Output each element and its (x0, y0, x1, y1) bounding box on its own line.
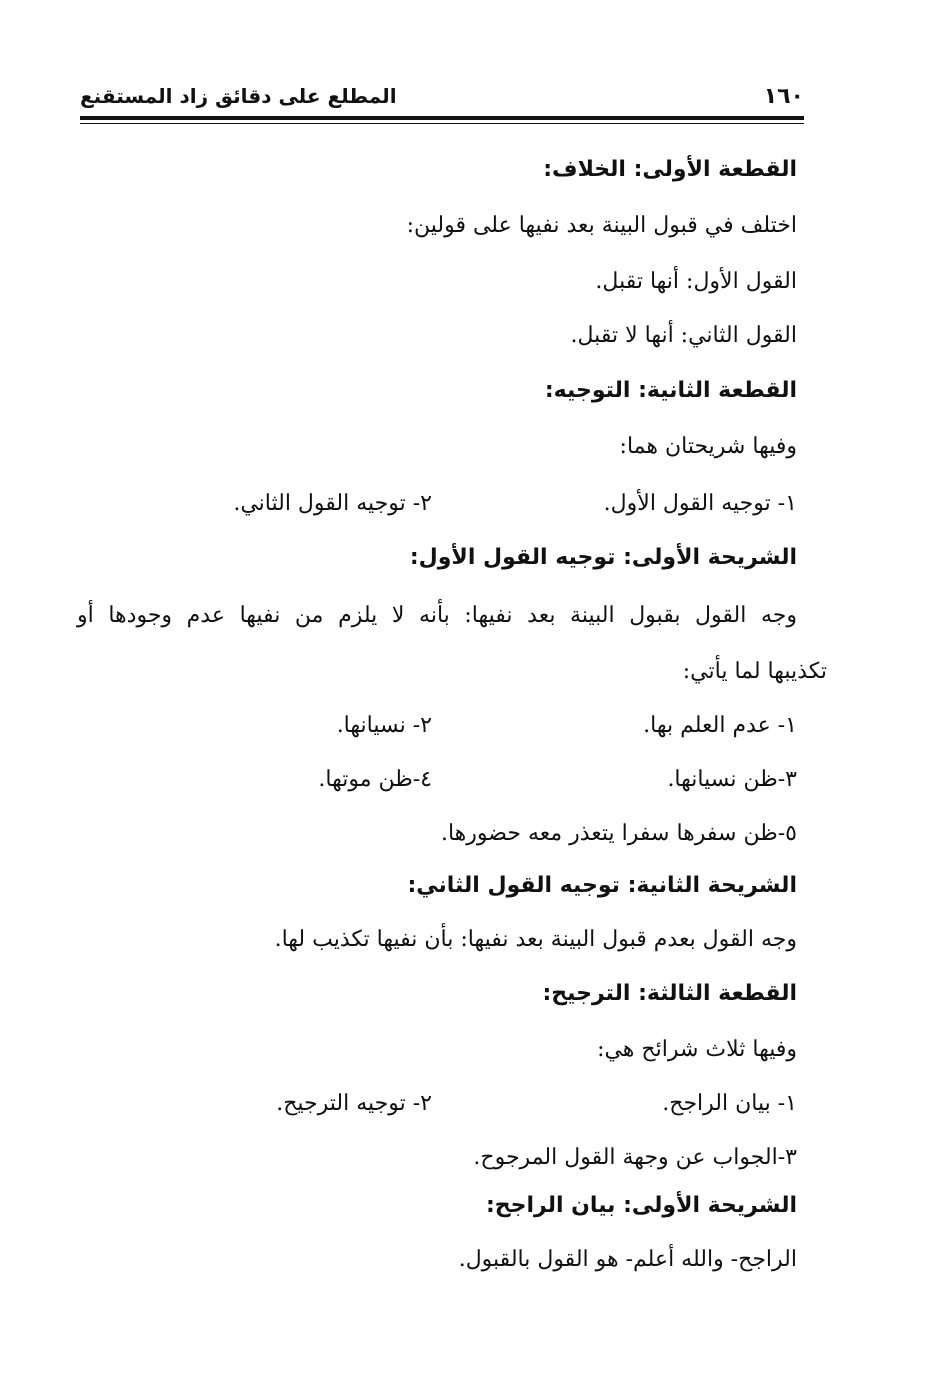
list-item: ٣-ظن نسيانها. (667, 767, 797, 792)
paragraph-line: وجه القول بعدم قبول البينة بعد نفيها: بأن نفيها تكذيب لها. (274, 927, 797, 952)
header-rule-thick (80, 116, 804, 120)
paragraph-line: وفيها ثلاث شرائح هي: (597, 1037, 797, 1062)
header-rule-thin (80, 123, 804, 124)
subsection-heading: الشريحة الأولى: توجيه القول الأول: (409, 545, 797, 570)
list-item: ٢- توجيه القول الثاني. (233, 491, 432, 516)
list-item: ٢- نسيانها. (336, 713, 432, 738)
section-heading-1: القطعة الأولى: الخلاف: (543, 157, 797, 182)
paragraph-line: وفيها شريحتان هما: (619, 434, 797, 459)
paragraph-line: الراجح- والله أعلم- هو القول بالقبول. (458, 1247, 797, 1272)
section-heading-3: القطعة الثالثة: الترجيح: (542, 981, 797, 1006)
list-item: ١- عدم العلم بها. (643, 713, 797, 738)
subsection-heading: الشريحة الأولى: بيان الراجح: (485, 1193, 797, 1218)
running-header (80, 84, 804, 114)
paragraph-line: وجه القول بقبول البينة بعد نفيها: بأنه لا يلزم من نفيها عدم وجودها أو (77, 603, 797, 628)
subsection-heading: الشريحة الثانية: توجيه القول الثاني: (407, 873, 797, 898)
list-item: ٢- توجيه الترجيح. (276, 1091, 432, 1116)
paragraph-line: القول الثاني: أنها لا تقبل. (570, 323, 797, 348)
list-item: ٣-الجواب عن وجهة القول المرجوح. (473, 1145, 797, 1170)
list-item: ٥-ظن سفرها سفرا يتعذر معه حضورها. (440, 821, 797, 846)
list-item: ١- بيان الراجح. (662, 1091, 797, 1116)
page-number: ١٦٠ (763, 84, 804, 109)
list-item: ١- توجيه القول الأول. (603, 491, 797, 516)
list-item: ٤-ظن موتها. (318, 767, 432, 792)
paragraph-line: القول الأول: أنها تقبل. (595, 269, 797, 294)
paragraph-line: تكذيبها لما يأتي: (682, 659, 827, 684)
book-title: المطلع على دقائق زاد المستقنع (80, 84, 397, 108)
paragraph-line: اختلف في قبول البينة بعد نفيها على قولين: (406, 213, 797, 238)
section-heading-2: القطعة الثانية: التوجيه: (544, 378, 797, 403)
